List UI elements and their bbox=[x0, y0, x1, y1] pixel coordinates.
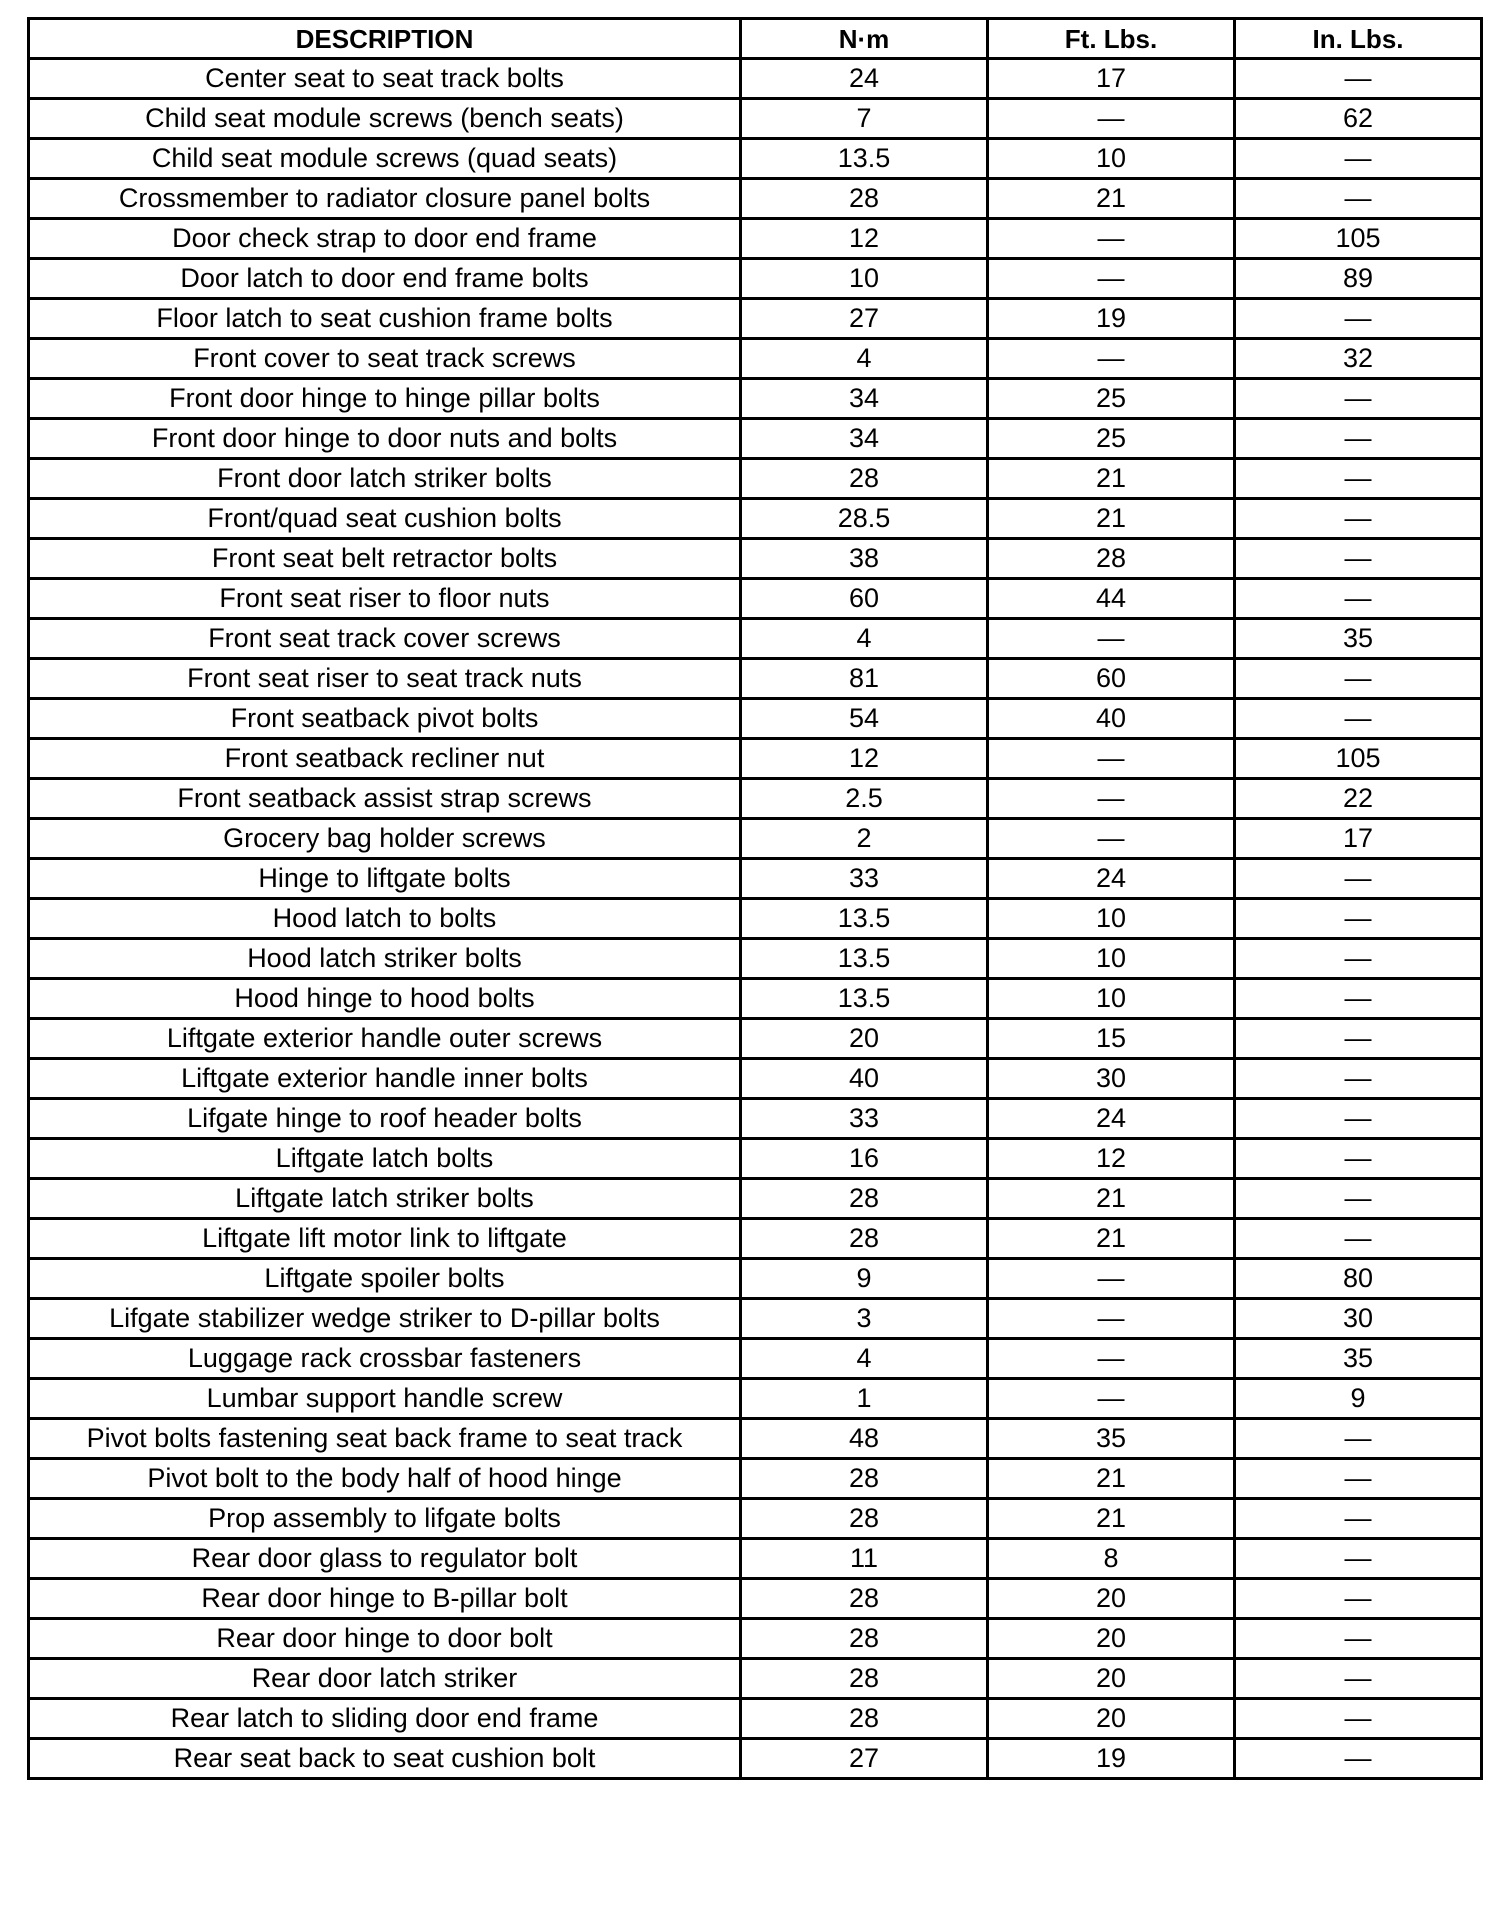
cell-foot-pounds: 20 bbox=[988, 1659, 1235, 1699]
cell-description: Liftgate exterior handle outer screws bbox=[29, 1019, 741, 1059]
cell-newton-meters: 34 bbox=[741, 419, 988, 459]
cell-description: Prop assembly to lifgate bolts bbox=[29, 1499, 741, 1539]
cell-description: Lifgate hinge to roof header bolts bbox=[29, 1099, 741, 1139]
cell-inch-pounds: — bbox=[1235, 1739, 1482, 1779]
cell-foot-pounds: 20 bbox=[988, 1579, 1235, 1619]
cell-description: Front door hinge to door nuts and bolts bbox=[29, 419, 741, 459]
cell-inch-pounds: — bbox=[1235, 419, 1482, 459]
cell-foot-pounds: — bbox=[988, 1259, 1235, 1299]
cell-foot-pounds: 20 bbox=[988, 1619, 1235, 1659]
cell-newton-meters: 28 bbox=[741, 1459, 988, 1499]
cell-inch-pounds: — bbox=[1235, 1179, 1482, 1219]
header-foot-pounds: Ft. Lbs. bbox=[988, 19, 1235, 59]
cell-newton-meters: 11 bbox=[741, 1539, 988, 1579]
cell-inch-pounds: — bbox=[1235, 1019, 1482, 1059]
cell-newton-meters: 28 bbox=[741, 1619, 988, 1659]
cell-newton-meters: 12 bbox=[741, 739, 988, 779]
cell-foot-pounds: 15 bbox=[988, 1019, 1235, 1059]
cell-description: Front seatback recliner nut bbox=[29, 739, 741, 779]
cell-foot-pounds: — bbox=[988, 1379, 1235, 1419]
cell-inch-pounds: — bbox=[1235, 1619, 1482, 1659]
cell-foot-pounds: — bbox=[988, 339, 1235, 379]
cell-foot-pounds: 21 bbox=[988, 179, 1235, 219]
cell-foot-pounds: 21 bbox=[988, 1219, 1235, 1259]
cell-inch-pounds: 22 bbox=[1235, 779, 1482, 819]
header-inch-pounds: In. Lbs. bbox=[1235, 19, 1482, 59]
cell-foot-pounds: — bbox=[988, 1299, 1235, 1339]
cell-newton-meters: 13.5 bbox=[741, 979, 988, 1019]
header-description: DESCRIPTION bbox=[29, 19, 741, 59]
cell-description: Lumbar support handle screw bbox=[29, 1379, 741, 1419]
cell-foot-pounds: 10 bbox=[988, 979, 1235, 1019]
cell-description: Front seatback assist strap screws bbox=[29, 779, 741, 819]
cell-foot-pounds: 35 bbox=[988, 1419, 1235, 1459]
cell-description: Front seat riser to floor nuts bbox=[29, 579, 741, 619]
cell-foot-pounds: 24 bbox=[988, 1099, 1235, 1139]
table-row bbox=[29, 419, 1482, 459]
table-row bbox=[29, 699, 1482, 739]
cell-description: Hood hinge to hood bolts bbox=[29, 979, 741, 1019]
cell-description: Child seat module screws (quad seats) bbox=[29, 139, 741, 179]
cell-foot-pounds: 17 bbox=[988, 59, 1235, 99]
table-body bbox=[29, 59, 1482, 1779]
cell-inch-pounds: — bbox=[1235, 579, 1482, 619]
table-row bbox=[29, 1659, 1482, 1699]
cell-inch-pounds: 105 bbox=[1235, 219, 1482, 259]
table-row bbox=[29, 939, 1482, 979]
table-row bbox=[29, 859, 1482, 899]
cell-foot-pounds: 25 bbox=[988, 419, 1235, 459]
cell-description: Liftgate lift motor link to liftgate bbox=[29, 1219, 741, 1259]
table-row bbox=[29, 139, 1482, 179]
cell-foot-pounds: 19 bbox=[988, 299, 1235, 339]
cell-newton-meters: 13.5 bbox=[741, 899, 988, 939]
table-row bbox=[29, 739, 1482, 779]
cell-inch-pounds: — bbox=[1235, 59, 1482, 99]
cell-foot-pounds: — bbox=[988, 1339, 1235, 1379]
cell-description: Crossmember to radiator closure panel bolts bbox=[29, 179, 741, 219]
cell-inch-pounds: 105 bbox=[1235, 739, 1482, 779]
cell-description: Pivot bolts fastening seat back frame to seat track bbox=[29, 1419, 741, 1459]
cell-newton-meters: 27 bbox=[741, 299, 988, 339]
table-row bbox=[29, 179, 1482, 219]
cell-newton-meters: 28 bbox=[741, 179, 988, 219]
cell-inch-pounds: — bbox=[1235, 1539, 1482, 1579]
cell-inch-pounds: 89 bbox=[1235, 259, 1482, 299]
cell-description: Hood latch to bolts bbox=[29, 899, 741, 939]
cell-foot-pounds: 19 bbox=[988, 1739, 1235, 1779]
cell-description: Liftgate exterior handle inner bolts bbox=[29, 1059, 741, 1099]
cell-description: Liftgate latch striker bolts bbox=[29, 1179, 741, 1219]
cell-foot-pounds: 40 bbox=[988, 699, 1235, 739]
table-row bbox=[29, 659, 1482, 699]
cell-foot-pounds: — bbox=[988, 619, 1235, 659]
cell-newton-meters: 7 bbox=[741, 99, 988, 139]
table-row bbox=[29, 1219, 1482, 1259]
table-row bbox=[29, 1579, 1482, 1619]
cell-inch-pounds: 80 bbox=[1235, 1259, 1482, 1299]
cell-description: Rear latch to sliding door end frame bbox=[29, 1699, 741, 1739]
cell-foot-pounds: 28 bbox=[988, 539, 1235, 579]
table-row bbox=[29, 779, 1482, 819]
table-row bbox=[29, 339, 1482, 379]
cell-newton-meters: 28 bbox=[741, 1579, 988, 1619]
cell-foot-pounds: — bbox=[988, 99, 1235, 139]
cell-newton-meters: 28 bbox=[741, 1179, 988, 1219]
cell-newton-meters: 28 bbox=[741, 459, 988, 499]
cell-inch-pounds: — bbox=[1235, 499, 1482, 539]
cell-inch-pounds: — bbox=[1235, 179, 1482, 219]
table-row bbox=[29, 1619, 1482, 1659]
cell-foot-pounds: — bbox=[988, 259, 1235, 299]
table-row bbox=[29, 499, 1482, 539]
table-row bbox=[29, 459, 1482, 499]
cell-newton-meters: 24 bbox=[741, 59, 988, 99]
table-row bbox=[29, 1259, 1482, 1299]
cell-description: Front cover to seat track screws bbox=[29, 339, 741, 379]
cell-foot-pounds: 44 bbox=[988, 579, 1235, 619]
cell-foot-pounds: 60 bbox=[988, 659, 1235, 699]
table-row bbox=[29, 819, 1482, 859]
cell-inch-pounds: 30 bbox=[1235, 1299, 1482, 1339]
cell-newton-meters: 12 bbox=[741, 219, 988, 259]
cell-description: Child seat module screws (bench seats) bbox=[29, 99, 741, 139]
cell-newton-meters: 4 bbox=[741, 1339, 988, 1379]
cell-foot-pounds: 12 bbox=[988, 1139, 1235, 1179]
cell-foot-pounds: — bbox=[988, 219, 1235, 259]
cell-inch-pounds: — bbox=[1235, 1139, 1482, 1179]
cell-inch-pounds: — bbox=[1235, 1659, 1482, 1699]
cell-description: Rear door glass to regulator bolt bbox=[29, 1539, 741, 1579]
cell-foot-pounds: 21 bbox=[988, 1179, 1235, 1219]
cell-newton-meters: 1 bbox=[741, 1379, 988, 1419]
cell-foot-pounds: 24 bbox=[988, 859, 1235, 899]
cell-description: Rear door hinge to B-pillar bolt bbox=[29, 1579, 741, 1619]
table-row bbox=[29, 1099, 1482, 1139]
cell-foot-pounds: 10 bbox=[988, 139, 1235, 179]
header-newton-meters: N·m bbox=[741, 19, 988, 59]
cell-newton-meters: 16 bbox=[741, 1139, 988, 1179]
cell-foot-pounds: 21 bbox=[988, 1499, 1235, 1539]
cell-inch-pounds: — bbox=[1235, 699, 1482, 739]
cell-inch-pounds: — bbox=[1235, 459, 1482, 499]
cell-inch-pounds: — bbox=[1235, 1699, 1482, 1739]
table-row bbox=[29, 1499, 1482, 1539]
cell-newton-meters: 4 bbox=[741, 619, 988, 659]
cell-foot-pounds: 21 bbox=[988, 1459, 1235, 1499]
table-row bbox=[29, 1019, 1482, 1059]
cell-description: Hinge to liftgate bolts bbox=[29, 859, 741, 899]
table-row bbox=[29, 1379, 1482, 1419]
cell-newton-meters: 81 bbox=[741, 659, 988, 699]
cell-foot-pounds: 25 bbox=[988, 379, 1235, 419]
cell-newton-meters: 28.5 bbox=[741, 499, 988, 539]
cell-inch-pounds: — bbox=[1235, 1579, 1482, 1619]
cell-inch-pounds: 32 bbox=[1235, 339, 1482, 379]
cell-description: Grocery bag holder screws bbox=[29, 819, 741, 859]
table-row bbox=[29, 979, 1482, 1019]
cell-newton-meters: 4 bbox=[741, 339, 988, 379]
cell-description: Pivot bolt to the body half of hood hinge bbox=[29, 1459, 741, 1499]
cell-inch-pounds: 62 bbox=[1235, 99, 1482, 139]
table-row bbox=[29, 619, 1482, 659]
cell-inch-pounds: — bbox=[1235, 1419, 1482, 1459]
cell-newton-meters: 2 bbox=[741, 819, 988, 859]
cell-newton-meters: 3 bbox=[741, 1299, 988, 1339]
table-row bbox=[29, 299, 1482, 339]
cell-inch-pounds: — bbox=[1235, 139, 1482, 179]
cell-inch-pounds: — bbox=[1235, 859, 1482, 899]
table-row bbox=[29, 1699, 1482, 1739]
cell-newton-meters: 13.5 bbox=[741, 139, 988, 179]
cell-foot-pounds: — bbox=[988, 779, 1235, 819]
cell-inch-pounds: — bbox=[1235, 539, 1482, 579]
table-row bbox=[29, 1539, 1482, 1579]
cell-description: Front seatback pivot bolts bbox=[29, 699, 741, 739]
cell-inch-pounds: — bbox=[1235, 1099, 1482, 1139]
cell-description: Front seat track cover screws bbox=[29, 619, 741, 659]
cell-description: Rear door hinge to door bolt bbox=[29, 1619, 741, 1659]
cell-newton-meters: 40 bbox=[741, 1059, 988, 1099]
table-row bbox=[29, 1739, 1482, 1779]
cell-description: Door check strap to door end frame bbox=[29, 219, 741, 259]
cell-description: Door latch to door end frame bolts bbox=[29, 259, 741, 299]
header-row bbox=[29, 19, 1482, 59]
table-row bbox=[29, 1179, 1482, 1219]
cell-foot-pounds: — bbox=[988, 739, 1235, 779]
table-row bbox=[29, 1299, 1482, 1339]
cell-newton-meters: 28 bbox=[741, 1699, 988, 1739]
table-header bbox=[29, 19, 1482, 59]
cell-inch-pounds: — bbox=[1235, 979, 1482, 1019]
cell-newton-meters: 48 bbox=[741, 1419, 988, 1459]
cell-foot-pounds: 20 bbox=[988, 1699, 1235, 1739]
cell-inch-pounds: 35 bbox=[1235, 1339, 1482, 1379]
cell-description: Front door latch striker bolts bbox=[29, 459, 741, 499]
cell-inch-pounds: — bbox=[1235, 659, 1482, 699]
cell-foot-pounds: 21 bbox=[988, 499, 1235, 539]
cell-newton-meters: 60 bbox=[741, 579, 988, 619]
cell-inch-pounds: — bbox=[1235, 939, 1482, 979]
cell-description: Hood latch striker bolts bbox=[29, 939, 741, 979]
cell-newton-meters: 13.5 bbox=[741, 939, 988, 979]
cell-description: Front/quad seat cushion bolts bbox=[29, 499, 741, 539]
torque-spec-table bbox=[27, 17, 1483, 1780]
cell-newton-meters: 28 bbox=[741, 1659, 988, 1699]
cell-newton-meters: 9 bbox=[741, 1259, 988, 1299]
cell-description: Liftgate latch bolts bbox=[29, 1139, 741, 1179]
cell-inch-pounds: 17 bbox=[1235, 819, 1482, 859]
cell-description: Front seat belt retractor bolts bbox=[29, 539, 741, 579]
cell-description: Lifgate stabilizer wedge striker to D-pillar bolts bbox=[29, 1299, 741, 1339]
cell-inch-pounds: — bbox=[1235, 299, 1482, 339]
cell-description: Luggage rack crossbar fasteners bbox=[29, 1339, 741, 1379]
cell-newton-meters: 2.5 bbox=[741, 779, 988, 819]
cell-newton-meters: 33 bbox=[741, 859, 988, 899]
cell-foot-pounds: 10 bbox=[988, 939, 1235, 979]
cell-newton-meters: 10 bbox=[741, 259, 988, 299]
table-row bbox=[29, 99, 1482, 139]
cell-newton-meters: 28 bbox=[741, 1219, 988, 1259]
table-row bbox=[29, 219, 1482, 259]
table-row bbox=[29, 579, 1482, 619]
cell-description: Front door hinge to hinge pillar bolts bbox=[29, 379, 741, 419]
cell-foot-pounds: 21 bbox=[988, 459, 1235, 499]
cell-inch-pounds: — bbox=[1235, 1459, 1482, 1499]
cell-description: Liftgate spoiler bolts bbox=[29, 1259, 741, 1299]
cell-newton-meters: 28 bbox=[741, 1499, 988, 1539]
table-row bbox=[29, 259, 1482, 299]
cell-inch-pounds: 35 bbox=[1235, 619, 1482, 659]
table-row bbox=[29, 379, 1482, 419]
cell-newton-meters: 33 bbox=[741, 1099, 988, 1139]
cell-description: Rear seat back to seat cushion bolt bbox=[29, 1739, 741, 1779]
cell-inch-pounds: 9 bbox=[1235, 1379, 1482, 1419]
cell-newton-meters: 34 bbox=[741, 379, 988, 419]
cell-description: Floor latch to seat cushion frame bolts bbox=[29, 299, 741, 339]
cell-inch-pounds: — bbox=[1235, 899, 1482, 939]
cell-inch-pounds: — bbox=[1235, 1499, 1482, 1539]
table-row bbox=[29, 1459, 1482, 1499]
table-row bbox=[29, 899, 1482, 939]
cell-foot-pounds: 8 bbox=[988, 1539, 1235, 1579]
cell-description: Front seat riser to seat track nuts bbox=[29, 659, 741, 699]
cell-description: Center seat to seat track bolts bbox=[29, 59, 741, 99]
table-row bbox=[29, 1339, 1482, 1379]
cell-inch-pounds: — bbox=[1235, 379, 1482, 419]
cell-newton-meters: 20 bbox=[741, 1019, 988, 1059]
cell-foot-pounds: 30 bbox=[988, 1059, 1235, 1099]
cell-newton-meters: 38 bbox=[741, 539, 988, 579]
cell-inch-pounds: — bbox=[1235, 1059, 1482, 1099]
table-row bbox=[29, 1419, 1482, 1459]
cell-newton-meters: 54 bbox=[741, 699, 988, 739]
cell-foot-pounds: 10 bbox=[988, 899, 1235, 939]
table-row bbox=[29, 1139, 1482, 1179]
table-row bbox=[29, 59, 1482, 99]
cell-newton-meters: 27 bbox=[741, 1739, 988, 1779]
table-row bbox=[29, 539, 1482, 579]
cell-description: Rear door latch striker bbox=[29, 1659, 741, 1699]
cell-foot-pounds: — bbox=[988, 819, 1235, 859]
cell-inch-pounds: — bbox=[1235, 1219, 1482, 1259]
table-row bbox=[29, 1059, 1482, 1099]
